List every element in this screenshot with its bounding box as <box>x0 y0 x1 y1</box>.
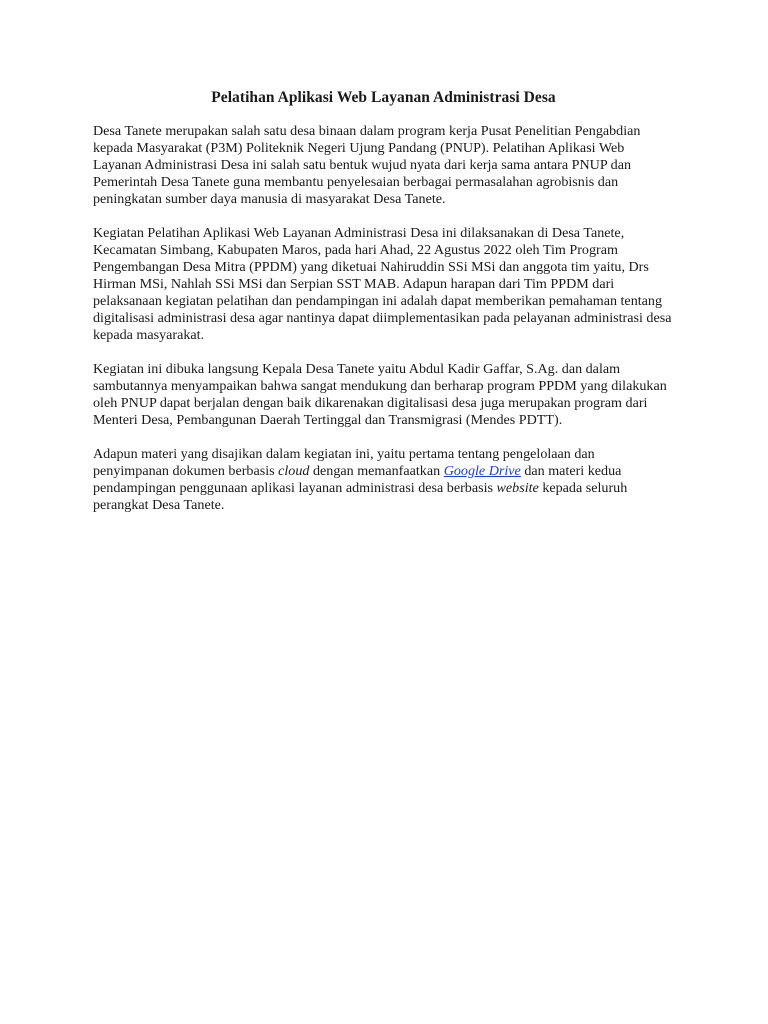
term-cloud: cloud <box>278 463 310 479</box>
google-drive-link[interactable]: Google Drive <box>443 463 521 479</box>
materials-text-2: dengan memanfaatkan <box>309 463 444 479</box>
term-website: website <box>496 480 539 496</box>
materials-text-4: kepada seluruh perangkat Desa Tanete. <box>93 480 628 513</box>
paragraph-opening: Kegiatan ini dibuka langsung Kepala Desa Tanete yaitu Abdul Kadir Gaffar, S.Ag. dan dalam sambutannya menyampaikan bahwa sangat mendukung dan berharap program PPDM yang dilakukan oleh PNUP dapat berjalan dengan baik dikarenakan digitalisasi desa juga merupakan program dari Menteri Desa, Pembangunan Daerah Tertinggal dan Transmigrasi (Mendes PDTT). <box>93 361 667 428</box>
paragraph-materials <box>93 446 674 514</box>
paragraph-event-details: Kegiatan Pelatihan Aplikasi Web Layanan Administrasi Desa ini dilaksanakan di Desa Tanete, Kecamatan Simbang, Kabupaten Maros, pada hari Ahad, 22 Agustus 2022 oleh Tim Program Pengembangan Desa Mitra (PPDM) yang diketuai Nahiruddin SSi MSi dan anggota tim yaitu, Drs Hirman MSi, Nahlah SSi MSi dan Serpian SST MAB. Adapun harapan dari Tim PPDM dari pelaksanaan kegiatan pelatihan dan pendampingan ini adalah dapat memberikan pemahaman tentang digitalisasi administrasi desa agar nantinya dapat diimplementasikan pada pelayanan administrasi desa kepada masyarakat. <box>93 225 672 343</box>
materials-text-3: dan materi kedua pendampingan penggunaan aplikasi layanan administrasi desa berbasis <box>93 463 622 496</box>
document-title: Pelatihan Aplikasi Web Layanan Administrasi Desa <box>211 89 556 106</box>
paragraph-intro: Desa Tanete merupakan salah satu desa binaan dalam program kerja Pusat Penelitian Pengabdian kepada Masyarakat (P3M) Politeknik Negeri Ujung Pandang (PNUP). Pelatihan Aplikasi Web Layanan Administrasi Desa ini salah satu bentuk wujud nyata dari kerja sama antara PNUP dan Pemerintah Desa Tanete guna membantu penyelesaian berbagai permasalahan agrobisnis dan peningkatan sumber daya manusia di masyarakat Desa Tanete. <box>93 123 641 207</box>
materials-text-1: Adapun materi yang disajikan dalam kegiatan ini, yaitu pertama tentang pengelolaan dan penyimpanan dokumen berbasis <box>93 446 595 479</box>
